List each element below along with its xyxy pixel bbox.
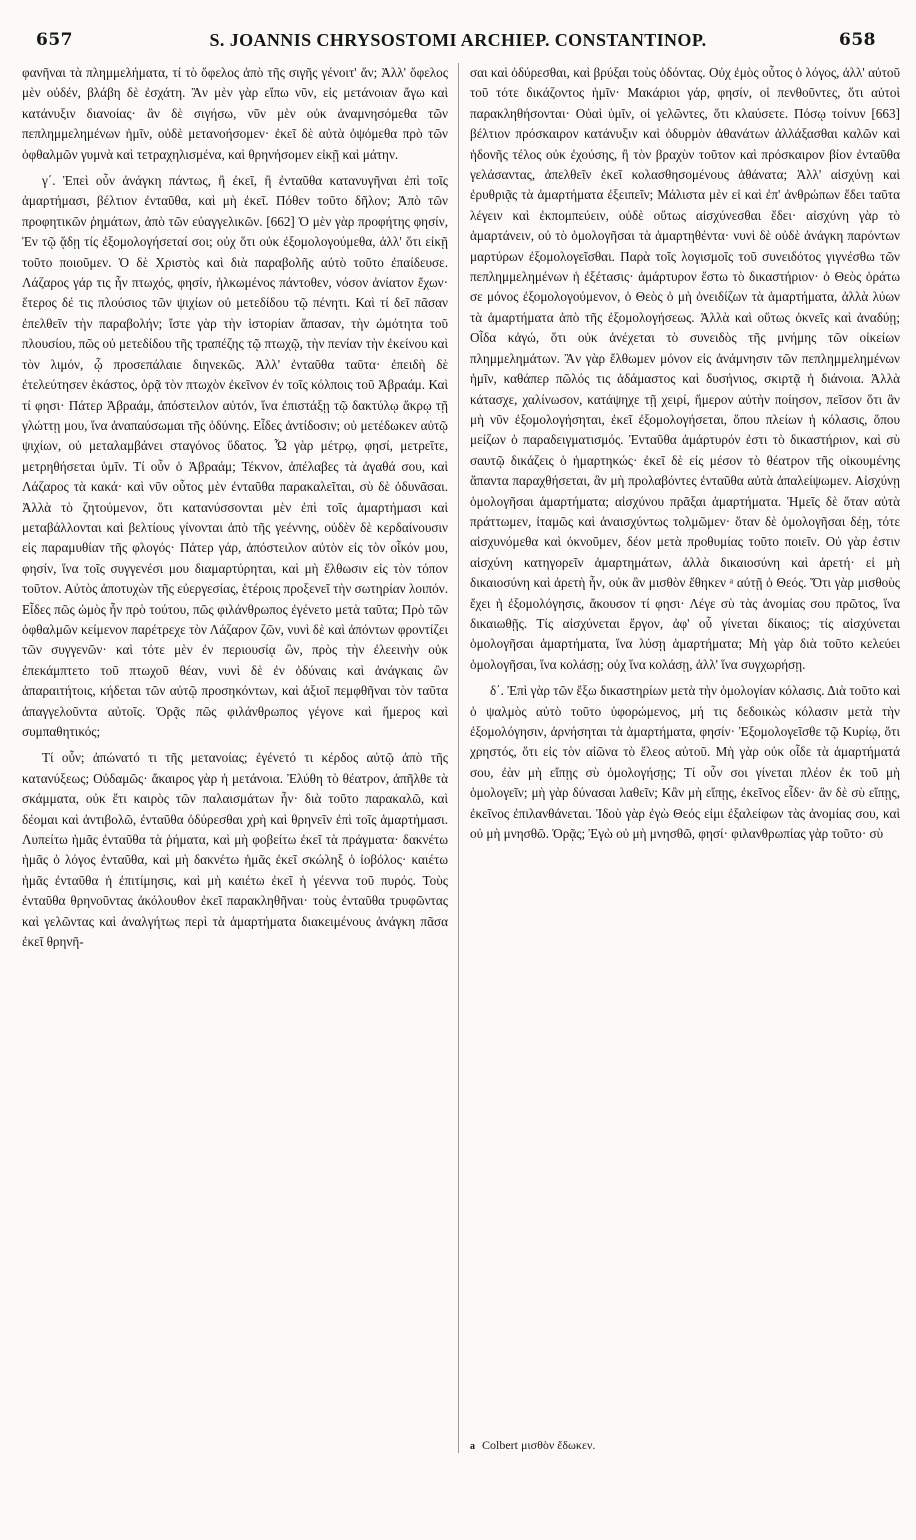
page-number-right: 658 (839, 30, 876, 50)
footnote-mark: a (470, 1441, 475, 1452)
left-paragraph-3: Τί οὖν; ἀπώνατό τι τῆς μετανοίας; ἐγένετό τι κέρδος αὐτῷ ἀπὸ τῆς κατανύξεως; Οὐδαμῶς· ἄκαιρος γὰρ ἡ μετάνοια. Ἐλύθη τὸ θέατρον, ἀπῆλθε τὰ σκάμματα, οὐκ ἔτι καιρὸς τῶν παλαισμάτων ἦν· διὰ τοῦτο παρακαλῶ, καὶ δέομαι καὶ ἀντιβολῶ, ἐνταῦθα ὀδύρεσθαι χρὴ καὶ θρηνεῖν ἐπὶ τοῖς ἁμαρτήμασι. Λυπείτω ἡμᾶς ἐνταῦθα τὰ ῥήματα, καὶ μὴ φοβείτω ἐκεῖ τὰ πράγματα· δακνέτω ἡμᾶς ὁ λόγος ἐνταῦθα, καὶ μὴ δακνέτω ἡμᾶς ἐκεῖ σκώληξ ὁ ἰοβόλος· καιέτω ἡμᾶς ἐνταῦθα ἡ ἐπιτίμησις, καὶ μὴ καιέτω ἐκεῖ ἡ γέεννα τοῦ πυρός. Τοὺς ἐνταῦθα θρηνοῦντας ἀκόλουθον ἐκεῖ παρακληθῆναι· τοὺς ἐνταῦθα τρυφῶντας καὶ γελῶντας καὶ ἀναλγήτως περὶ τὰ ἁμαρτήματα διακειμένους ἀνάγκη πᾶσα ἐκεῖ θρηνῆ- (22, 750, 448, 950)
running-header (0, 30, 916, 56)
left-paragraph-1: φανῆναι τὰ πλημμελήματα, τί τὸ ὄφελος ἀπὸ τῆς σιγῆς γένοιτ' ἄν; Ἀλλ' ὄφελος μὲν οὐδέν, βλάβη δὲ ἐσχάτη. Ἂν μὲν γὰρ εἴπω νῦν, εἰς μετάνοιαν ἄγω καὶ κατάνυξιν διανοίας· ἂν δὲ σιγήσω, νῦν μὲν οὐκ ἀναμνησόμεθα τῶν πεπλημμελημένων ἡμῖν, οὐδὲ μετανοήσομεν· ἐκεῖ δὲ αὐτὰ ὀψόμεθα πρὸ τῶν ὀφθαλμῶν γυμνὰ καὶ τετραχηλισμένα, καὶ θρηνήσομεν εἰκῇ καὶ μάτην. (22, 65, 448, 162)
column-divider (458, 63, 459, 1453)
left-paragraph-2: γ΄. Ἐπεὶ οὖν ἀνάγκη πάντως, ἢ ἐκεῖ, ἢ ἐνταῦθα κατανυγῆναι ἐπὶ τοῖς ἁμαρτήμασι, βέλτιον ἐνταῦθα, καὶ μὴ ἐκεῖ. Πόθεν τοῦτο δῆλον; Ἀπὸ τῶν προφητικῶν ῥημάτων, ἀπὸ τῶν εὐαγγελικῶν. [662] Ὁ μὲν γὰρ προφήτης φησίν, Ἐν τῷ ᾅδῃ τίς ἐξομολογήσεταί σοι; οὐχ ὅτι οὐκ ἐξομολογούμεθα, ἀλλ' ὅτι εἰκῇ τοῦτο ποιοῦμεν. Ὁ δὲ Χριστὸς καὶ διὰ παραβολῆς αὐτὸ τοῦτο ἐπαίδευσε. Λάζαρος γάρ τις ἦν πτωχός, φησίν, ἡλκωμένος πάντοθεν, νόσον ἀνίατον ἔχων· ἕτερος δέ τις πλούσιος τῶν ψιχίων οὐ μετεδίδου τῷ πένητι. Καὶ τί δεῖ πᾶσαν ἐπελθεῖν τὴν παραβολήν; ἴστε γὰρ τὴν ἱστορίαν ἅπασαν, τὴν ὠμότητα τοῦ πλουσίου, πῶς οὐ μετεδίδου τῆς τραπέζης τῷ πτωχῷ, τὴν πενίαν τὴν ἐκείνου καὶ τὸν λιμόν, ᾧ προσεπάλαιε διηνεκῶς. Ἀλλ' ἐνταῦθα ταῦτα· ἐπειδὴ δὲ ἐτελεύτησεν ἑκάστος, ὁρᾷ τὸν πτωχὸν ἐκεῖνον ἐν τοῖς κόλποις τοῦ Ἀβραάμ. Καὶ τί φησι· Πάτερ Ἀβραάμ, ἀπόστειλον αὐτόν, ἵνα ἐπιστάξῃ τῷ δακτύλῳ ἄκρῳ τῇ γλώττῃ μου, ἵνα ἀναπαύσωμαι τῆς ὀδύνης. Εἶδες ἀντίδοσιν; οὐ μετέδωκεν αὐτῷ ψιχίων, οὐ μεταλαμβάνει σταγόνος ὕδατος. Ὧ γὰρ μέτρῳ, φησί, μετρεῖτε, μετρηθήσεται ὑμῖν. Τί οὖν ὁ Ἀβραάμ; Τέκνον, ἀπέλαβες τὰ ἀγαθά σου, καὶ Λάζαρος τὰ κακά· καὶ νῦν οὗτος μὲν ἐνταῦθα παρακαλεῖται, σὺ δὲ ὀδυνᾶσαι. Ἀλλὰ τὸ ζητούμενον, ὅτι κατανύσσονται μὲν ἐπὶ τοῖς ἁμαρτήμασι καὶ μεταβάλλονται καὶ βελτίους γίνονται ἀπὸ τῆς γεέννης, οὐδὲν δὲ κερδαίνουσιν εἰς παραμυθίαν τῆς φλογός· Πάτερ γάρ, ἀπόστειλον αὐτὸν εἰς τὸν οἶκόν μου, φησίν, ἵνα τοῖς συγγενέσι μου διαμαρτύρηται, καὶ μὴ ἔλθωσιν εἰς τὸν τόπον τοῦτον. Αὐτὸς ἀποτυχὼν τῆς εὐεργεσίας, ἑτέροις προξενεῖ τὴν σωτηρίαν λοιπόν. Εἶδες πῶς ὠμὸς ἦν πρὸ τούτου, πῶς φιλάνθρωπος ἐγένετο μετὰ ταῦτα; Πρὸ τῶν ὀφθαλμῶν κείμενον παρέτρεχε τὸν Λάζαρον ζῶν, νυνὶ δὲ καὶ ἀπόντων φροντίζει τῶν συγγενῶν· καὶ τότε μὲν ἐν περιουσίᾳ ὢν, πρὸς τὴν ἐλεεινὴν οὐκ ἐπεκάμπτετο τοῦ πτωχοῦ θέαν, νυνὶ δὲ ἐν ὀδύναις καὶ ἀνάγκαις ὢν ἀπαραιτήτοις, κήδεται τῶν αὐτῷ προσηκόντων, καὶ ἀξιοῖ πεμφθῆναι τὸν ταῦτα ἀπαγγελοῦντα αὐτοῖς. Ὁρᾷς πῶς φιλάνθρωπος γέγονε καὶ ἥμερος καὶ συμπαθητικός; (22, 173, 448, 739)
page-number-left: 657 (36, 30, 73, 50)
footnote (470, 1436, 890, 1456)
running-title: S. JOANNIS CHRYSOSTOMI ARCHIEP. CONSTANTINOP. (209, 30, 707, 50)
right-paragraph-1: σαι καὶ ὀδύρεσθαι, καὶ βρύξαι τοὺς ὀδόντας. Οὐχ ἐμὸς οὗτος ὁ λόγος, ἀλλ' αὐτοῦ τοῦ τότε δικάζοντος ἡμῖν· Μακάριοι γάρ, φησίν, οἱ πενθοῦντες, ὅτι αὐτοὶ παρακληθήσονται· Οὐαὶ ὑμῖν, οἱ γελῶντες, ὅτι κλαύσετε. Πόσῳ τοίνυν [663] βέλτιον πρόσκαιρον κατάνυξιν καὶ ὀδυρμὸν ἀθανάτων ἀλλάξασθαι καλῶν καὶ ἡδονῆς τέλος οὐκ ἐχούσης, ἢ τὸν βραχὺν τοῦτον καὶ πρόσκαιρον βίον ἐνταῦθα γελάσαντας, ἀπελθεῖν ἐκεῖ κολασθησομένους ἀθάνατα; Ἀλλ' αἰσχύνῃ καὶ ἐρυθριᾷς τὰ ἁμαρτήματα ἐξειπεῖν; Μάλιστα μὲν εἰ καὶ ἐπ' ἀνθρώπων ἔδει ταῦτα λέγειν καὶ ἐκπομπεύειν, οὐδὲ οὕτως αἰσχύνεσθαι ἔδει· αἰσχύνη γὰρ τὸ ἁμαρτάνειν, οὐ τὸ ὁμολογῆσαι τὰ ἁμαρτηθέντα· νυνὶ δὲ οὐδὲ ἀνάγκη παρόντων μαρτύρων ἐξομολογεῖσθαι. Παρὰ τοῖς λογισμοῖς τοῦ συνειδότος γιγνέσθω τῶν πεπλημμελημένων ἡ ἐξέτασις· ἀμάρτυρον ἔστω τὸ δικαστήριον· ὁ Θεὸς ὁράτω σε μόνος ἐξομολογούμενον, ὁ Θεὸς ὁ μὴ ὀνειδίζων τὰ ἁμαρτήματα, ἀλλὰ λύων τὰ ἁμαρτήματα ἀπὸ τῆς ἐξομολογήσεως. Ἀλλὰ καὶ οὕτως ὀκνεῖς καὶ ἀναδύῃ; Οἶδα κἀγώ, ὅτι οὐκ ἀνέχεται τὸ συνειδὸς τῆς μνήμης τῶν οἰκείων πλημμελημάτων. Ἂν γὰρ ἔλθωμεν μόνον εἰς ἀνάμνησιν τῶν πεπλημμελημένων ἡμῖν, καθάπερ πῶλός τις ἀδάμαστος καὶ δυσήνιος, σκιρτᾷ ἡ διάνοια. Ἀλλὰ κάτασχε, χαλίνωσον, κατάψηχε τῇ χειρί, ἥμερον αὐτὴν ποίησον, πεῖσον ὅτι ἂν μὴ νῦν ἐξομολογήσηται, ἐκεῖ ἐξομολογήσεται, ὅπου πλείων ἡ κόλασις, ὅπου μείζων ὁ παραδειγματισμός. Ἐνταῦθα ἀμάρτυρόν ἐστι τὸ δικαστήριον, καὶ σὺ σαυτῷ δικάζεις ὁ ἡμαρτηκώς· ἐκεῖ δὲ εἰς μέσον τὸ θέατρον τῆς οἰκουμένης ἅπαντα παραχθήσεται, ἂν μὴ προλαβόντες ἐνταῦθα αὐτὰ ἀπαλείψωμεν. Αἰσχύνῃ ὁμολογῆσαι ἁμαρτήματα; αἰσχύνου πρᾶξαι ἁμαρτήματα. Ἡμεῖς δὲ ὅταν αὐτὰ πράττωμεν, ἰταμῶς καὶ ἀναισχύντως τολμῶμεν· ὅταν δὲ ὁμολογῆσαι δέῃ, τότε αἰσχυνόμεθα καὶ ὀκνοῦμεν, δέον μετὰ προθυμίας τοῦτο ποιεῖν. Οὐ γὰρ ἐστιν αἰσχύνη κατηγορεῖν ἁμαρτημάτων, ἀλλὰ δικαιοσύνη καὶ ἀρετή· εἰ μὴ δικαιοσύνη καὶ ἀρετὴ ἦν, οὐκ ἂν μισθὸν ἔθηκεν ᵃ αὐτῇ ὁ Θεός. Ὅτι γὰρ μισθοὺς ἔχει ἡ ἐξομολόγησις, ἄκουσον τί φησι· Λέγε σὺ τὰς ἀνομίας σου πρῶτος, ἵνα δικαιωθῇς. Τίς αἰσχύνεται ἔργον, ἀφ' οὗ γίνεται δίκαιος; τίς αἰσχύνεται ὁμολογῆσαι ἁμαρτήματα, ἵνα λύσῃ ἁμαρτήματα; Μὴ γὰρ διὰ τοῦτο κελεύει ὁμολογῆσαι, ἵνα κολάσῃ; οὐχ ἵνα κολάσῃ, ἀλλ' ἵνα συγχωρήσῃ. (470, 65, 900, 672)
right-paragraph-2: δ΄. Ἐπὶ γὰρ τῶν ἔξω δικαστηρίων μετὰ τὴν ὁμολογίαν κόλασις. Διὰ τοῦτο καὶ ὁ ψαλμὸς αὐτὸ τοῦτο ὑφορώμενος, μή τις δεδοικὼς κόλασιν μετὰ τὴν ἐξομολόγησιν, ἀρνήσηται τὰ ἁμαρτήματα, φησίν· Ἐξομολογεῖσθε τῷ Κυρίῳ, ὅτι χρηστός, ὅτι εἰς τὸν αἰῶνα τὸ ἔλεος αὐτοῦ. Μὴ γὰρ οὐκ οἶδε τὰ ἁμαρτήματά σου, ἐὰν μὴ εἴπῃς σὺ ὁμολογήσῃς; Τί οὖν σοι γίνεται πλέον ἐκ τοῦ μὴ ὁμολογεῖν; μὴ γὰρ δύνασαι λαθεῖν; Κἂν μὴ εἴπῃς, ἐκεῖνος εἶδεν· ἂν δὲ σὺ εἴπῃς, ἐκεῖνος ἐπιλανθάνεται. Ἰδοὺ γὰρ ἐγὼ Θεός εἰμι ἐξαλείφων τὰς ἀνομίας σου, καὶ οὐ μὴ μνησθῶ. Ὁρᾷς; Ἐγὼ οὐ μὴ μνησθῶ, φησί· φιλανθρωπίας γὰρ τοῦτο· σὺ (470, 683, 900, 842)
left-column (22, 63, 448, 952)
footnote-text: Colbert μισθὸν ἔδωκεν. (482, 1438, 596, 1452)
right-column (470, 63, 900, 844)
